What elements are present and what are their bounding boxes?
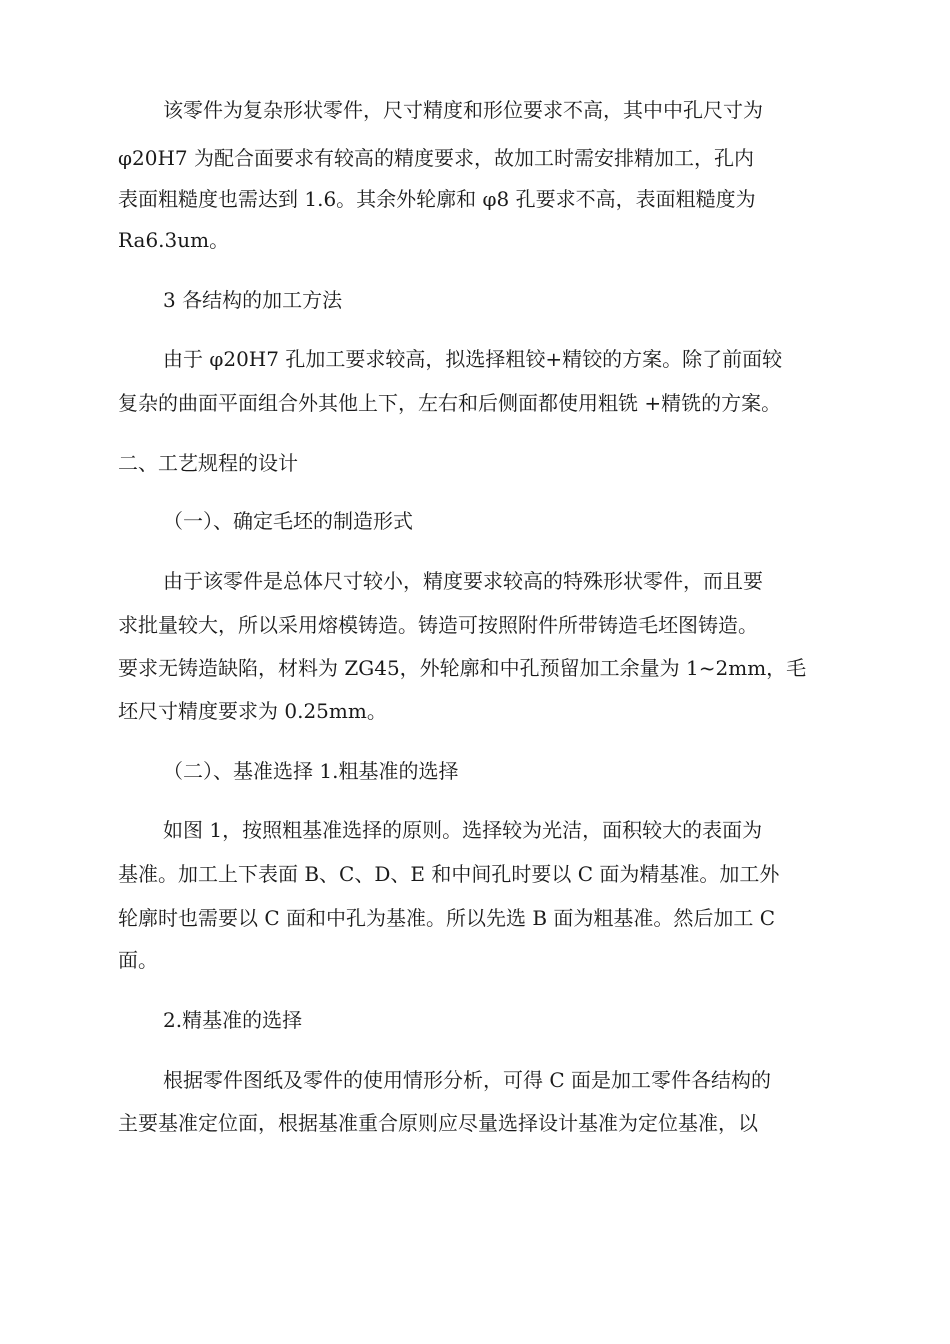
paragraph-line: Ra6.3um。 xyxy=(118,228,230,252)
paragraph-line: 如图 1，按照粗基准选择的原则。选择较为光洁，面积较大的表面为 xyxy=(163,818,763,842)
paragraph-line: φ20H7 为配合面要求有较高的精度要求，故加工时需安排精加工，孔内 xyxy=(118,146,754,170)
paragraph-line: 由于该零件是总体尺寸较小，精度要求较高的特殊形状零件，而且要 xyxy=(163,569,763,593)
paragraph-line: 该零件为复杂形状零件，尺寸精度和形位要求不高，其中中孔尺寸为 xyxy=(163,98,763,122)
section-heading: 2.精基准的选择 xyxy=(163,1008,303,1032)
section-heading: 3 各结构的加工方法 xyxy=(163,288,343,312)
paragraph-line: 求批量较大，所以采用熔模铸造。铸造可按照附件所带铸造毛坯图铸造。 xyxy=(118,613,758,637)
paragraph-line: 主要基准定位面，根据基准重合原则应尽量选择设计基准为定位基准，以 xyxy=(118,1111,758,1135)
chapter-heading: 二、工艺规程的设计 xyxy=(118,451,298,475)
section-heading: （二）、基准选择 1.粗基准的选择 xyxy=(163,759,459,783)
paragraph-line: 坯尺寸精度要求为 0.25mm。 xyxy=(118,699,387,723)
paragraph-line: 复杂的曲面平面组合外其他上下，左右和后侧面都使用粗铣 +精铣的方案。 xyxy=(118,391,782,415)
paragraph-line: 根据零件图纸及零件的使用情形分析，可得 C 面是加工零件各结构的 xyxy=(163,1068,772,1092)
paragraph-line: 由于 φ20H7 孔加工要求较高，拟选择粗铰+精铰的方案。除了前面较 xyxy=(163,347,783,371)
section-heading: （一）、确定毛坯的制造形式 xyxy=(163,509,413,533)
paragraph-line: 轮廓时也需要以 C 面和中孔为基准。所以先选 B 面为粗基准。然后加工 C xyxy=(118,906,776,930)
paragraph-line: 表面粗糙度也需达到 1.6。其余外轮廓和 φ8 孔要求不高，表面粗糙度为 xyxy=(118,187,756,211)
paragraph-line: 要求无铸造缺陷，材料为 ZG45，外轮廓和中孔预留加工余量为 1~2mm，毛 xyxy=(118,656,807,680)
paragraph-line: 基准。加工上下表面 B、C、D、E 和中间孔时要以 C 面为精基准。加工外 xyxy=(118,862,780,886)
paragraph-line: 面。 xyxy=(118,948,158,972)
